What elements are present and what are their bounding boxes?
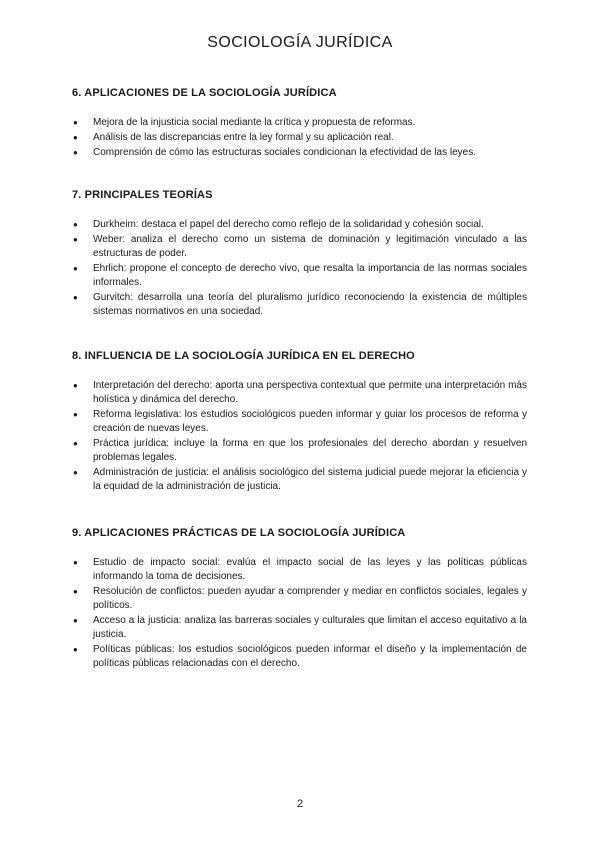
list-item: ● Ehrlich: propone el concepto de derecho vivo, que resalta la importancia de las normas sociales informales. (72, 262, 527, 290)
list-item: ● Interpretación del derecho: aporta una perspectiva contextual que permite una interpretación más holística y dinámica del derecho. (72, 379, 527, 407)
list-item: ● Resolución de conflictos: pueden ayudar a comprender y mediar en conflictos sociales, legales y políticos. (72, 585, 527, 613)
bullet-list (72, 116, 527, 160)
document-title: SOCIOLOGÍA JURÍDICA (207, 34, 393, 51)
list-item: ● Durkheim: destaca el papel del derecho como reflejo de la solidaridad y cohesión social. (72, 218, 527, 232)
section-heading: 9. APLICACIONES PRÁCTICAS DE LA SOCIOLOGÍA JURÍDICA (72, 527, 406, 539)
list-item: ● Reforma legislativa: los estudios sociológicos pueden informar y guiar los procesos de reforma y creación de nuevas leyes. (72, 408, 527, 436)
section-applications (72, 87, 527, 161)
list-item: ● Administración de justicia: el análisis sociológico del sistema judicial puede mejorar la eficiencia y la equidad de la administración de justicia. (72, 466, 527, 494)
list-item: ● Mejora de la injusticia social mediante la crítica y propuesta de reformas. (72, 116, 527, 130)
list-item: ● Políticas públicas: los estudios sociológicos pueden informar el diseño y la implementación de políticas públicas relacionadas con el derecho. (72, 643, 527, 671)
bullet-list (72, 556, 527, 671)
list-item: ● Acceso a la justicia: analiza las barreras sociales y culturales que limitan el acceso equitativo a la justicia. (72, 614, 527, 642)
list-item: ● Comprensión de cómo las estructuras sociales condicionan la efectividad de las leyes. (72, 146, 527, 160)
list-item: ● Estudio de impacto social: evalúa el impacto social de las leyes y las políticas públicas informando la toma de decisiones. (72, 556, 527, 584)
section-influence (72, 350, 527, 495)
page-number: 2 (296, 798, 304, 810)
list-item: ● Práctica jurídica: incluye la forma en que los profesionales del derecho abordan y resuelven problemas legales. (72, 437, 527, 465)
list-item: ● Análisis de las discrepancias entre la ley formal y su aplicación real. (72, 131, 527, 145)
bullet-list (72, 218, 527, 319)
section-practical-applications (72, 527, 527, 672)
section-heading: 6. APLICACIONES DE LA SOCIOLOGÍA JURÍDICA (72, 87, 337, 99)
section-heading: 7. PRINCIPALES TEORÍAS (72, 189, 213, 201)
list-item: ● Gurvitch: desarrolla una teoría del pluralismo jurídico reconociendo la existencia de múltiples sistemas normativos en una sociedad. (72, 291, 527, 319)
bullet-list (72, 379, 527, 494)
list-item: ● Weber: analiza el derecho como un sistema de dominación y legitimación vinculado a las estructuras de poder. (72, 233, 527, 261)
section-theories (72, 189, 527, 320)
section-heading: 8. INFLUENCIA DE LA SOCIOLOGÍA JURÍDICA EN EL DERECHO (72, 350, 415, 362)
